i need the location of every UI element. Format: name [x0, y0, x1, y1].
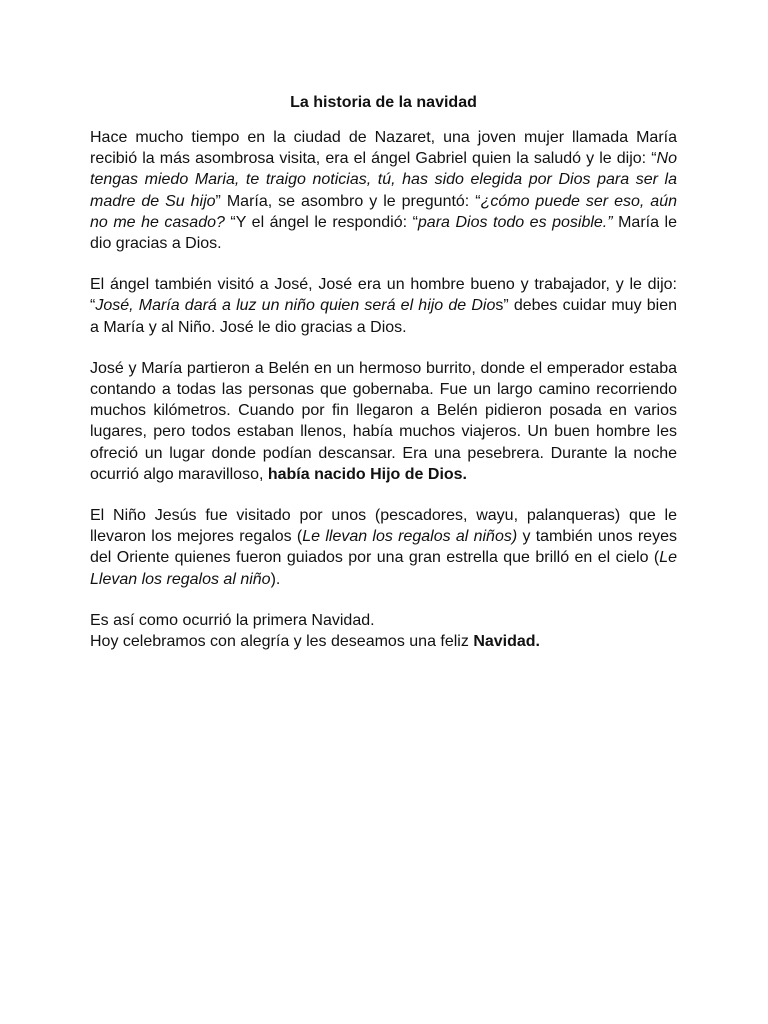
- paragraph-annunciation: [90, 127, 677, 254]
- p2-text-1: El ángel también visitó a José, José era un hombre bueno y trabajador, y le dijo: “: [90, 276, 677, 315]
- closing-line-2-text: Hoy celebramos con alegría y les deseamos una feliz: [90, 633, 474, 651]
- p3-bold-1: había nacido Hijo de Dios.: [267, 465, 467, 483]
- paragraph-visitors: [90, 505, 677, 590]
- p1-quote-2: ¿cómo puede ser eso, aún no me he casado?: [90, 192, 678, 231]
- paragraph-journey: [90, 358, 677, 485]
- document-title: La historia de la navidad: [290, 94, 477, 111]
- paragraph-closing: [90, 610, 677, 652]
- p1-quote-1: No tengas miedo Maria, te traigo noticias, tú, has sido elegida por Dios para ser la madre de Su hijo: [90, 150, 677, 210]
- p3-text-1: José y María partieron a Belén en un hermoso burrito, donde el emperador estaba contando a todas las personas que gobernaba. Fue un largo camino recorriendo muchos kilómetros. Cuando por fin llegaron a Belén pidieron posada en varios lugares, pero todos estaban llenos, había muchos viajeros. Un buen hombre les ofreció un lugar donde podían descansar. Era una pesebrera. Durante la noche ocurrió algo maravilloso,: [90, 359, 677, 483]
- p1-text-4: María le dio gracias a Dios.: [90, 213, 677, 253]
- p2-quote-1: José, María dará a luz un niño quien será el hijo de Dio: [95, 297, 496, 315]
- p1-text-1: Hace mucho tiempo en la ciudad de Nazaret, una joven mujer llamada María recibió la más asombrosa visita, era el ángel Gabriel quien la saludó y le dijo: “: [90, 129, 677, 168]
- p1-text-2: ” María, se asombro y le preguntó: “: [215, 192, 481, 210]
- p4-text-3: ).: [270, 570, 281, 588]
- p4-text-2: y también unos reyes del Oriente quienes fueron guiados por una gran estrella que brilló en el cielo (: [90, 528, 677, 567]
- closing-line-2: [90, 633, 540, 650]
- p1-quote-3: para Dios todo es posible.”: [417, 213, 613, 231]
- document-page: [90, 92, 677, 652]
- p2-text-2: s” debes cuidar muy bien a María y al Niño. José le dio gracias a Dios.: [90, 297, 677, 336]
- p4-italic-1: Le llevan los regalos al niños): [302, 528, 518, 546]
- p4-italic-2: Le Llevan los regalos al niño: [90, 549, 677, 588]
- closing-navidad-bold: Navidad.: [473, 633, 540, 651]
- closing-line-1: Es así como ocurrió la primera Navidad.: [90, 611, 375, 629]
- p4-text-1: El Niño Jesús fue visitado por unos (pescadores, wayu, palanqueras) que le llevaron los mejores regalos (: [90, 507, 677, 546]
- paragraph-jose: [90, 274, 677, 338]
- p1-text-3: “Y el ángel le respondió: “: [224, 213, 418, 231]
